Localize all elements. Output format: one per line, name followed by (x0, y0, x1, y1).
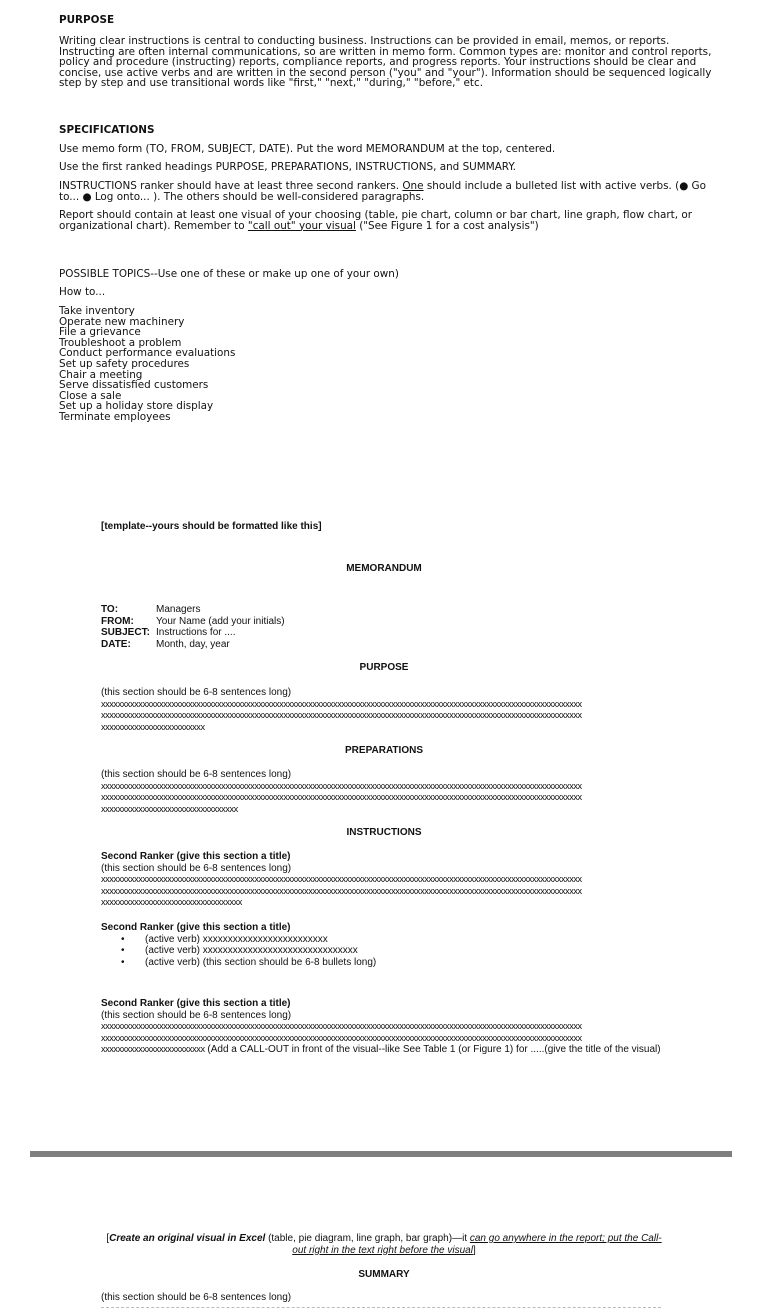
second-ranker-title: Second Ranker (give this section a title) (101, 998, 291, 1009)
page-divider (30, 1151, 732, 1157)
visual-instruction: [Create an original visual in Excel (table, pie diagram, line graph, bar graph)—it can go anywhere in the report; put the Call-out right in the text right before the visual] (106, 1233, 662, 1256)
placeholder-text: xxxxxxxxxxxxxxxxxxxxxxxxxxxxxxxxxx (101, 897, 242, 907)
placeholder-text: xxxxxxxxxxxxxxxxxxxxxxxxxxxxxxxxxxxxxxxxxxxxxxxxxxxxxxxxxxxxxxxxxxxxxxxxxxxxxxxxxxxxxxxxxxxxxxxxxxxxxxxxxxxxxxxxxxxx (101, 874, 582, 884)
list-item: • (active verb) (this section should be 6-8 bullets long) (101, 957, 667, 969)
placeholder-text: xxxxxxxxxxxxxxxxxxxxxxxxxxxxxxxxxxxxxxxxxxxxxxxxxxxxxxxxxxxxxxxxxxxxxxxxxxxxxxxxxxxxxxxxxxxxxxxxxxxxxxxxxxxxxxxxxxxx (101, 792, 582, 802)
list-item: File a grievance (59, 326, 141, 339)
spec-instructions: INSTRUCTIONS ranker should have at least three second rankers. One should include a bulleted list with active verbs. (● Go to... ● Log onto... ). The others should be well-considered paragraphs. (59, 180, 706, 203)
callout-paragraph: xxxxxxxxxxxxxxxxxxxxxxxxx (Add a CALL-OUT in front of the visual--like See Table 1 (or Figure 1) for .....(give the title of the visual) (101, 1044, 661, 1055)
template-preparations-heading: PREPARATIONS (345, 745, 423, 756)
memo-subject-row: SUBJECT: Instructions for .... (101, 627, 236, 638)
spec-memo-form: Use memo form (TO, FROM, SUBJECT, DATE). Put the word MEMORANDUM at the top, centered. (59, 143, 556, 155)
placeholder-text: xxxxxxxxxxxxxxxxxxxxxxxxxxxxxxxxxxxxxxxxxxxxxxxxxxxxxxxxxxxxxxxxxxxxxxxxxxxxxxxxxxxxxxxxxxxxxxxxxxxxxxxxxxxxxxxxxxxx (101, 698, 582, 709)
second-ranker-title: Second Ranker (give this section a title) (101, 922, 291, 933)
length-note: (this section should be 6-8 sentences long) (101, 687, 292, 698)
second-ranker-1 (101, 851, 667, 909)
template-purpose-heading: PURPOSE (359, 662, 409, 673)
template-instructions-heading: INSTRUCTIONS (346, 827, 422, 838)
length-note: (this section should be 6-8 sentences long) (101, 1292, 292, 1303)
placeholder-text: xxxxxxxxxxxxxxxxxxxxxxxxxxxxxxxxx (101, 803, 238, 814)
how-to-label: How to... (59, 286, 106, 298)
spec-headings: Use the first ranked headings PURPOSE, PREPARATIONS, INSTRUCTIONS, and SUMMARY. (59, 161, 516, 173)
length-note: (this section should be 6-8 sentences long) (101, 769, 292, 780)
second-ranker-title: Second Ranker (give this section a title) (101, 851, 291, 862)
purpose-paragraph: Writing clear instructions is central to conducting business. Instructions can be provided in email, memos, or reports. Instructing are often internal communications, so are written in memo form. Common types are: monitor and control reports, policy and procedure (instructing) reports, compliance reports, and progress reports. Your instructions should be clear and concise, use active verbs and are written in the second person ("you" and "your"). Information should be sequenced logically step by step and use transitional words like "first," "next," "during," "before," etc. (59, 35, 712, 90)
memo-from-row: FROM: Your Name (add your initials) (101, 615, 285, 627)
list-item: Close a sale (59, 389, 122, 402)
placeholder-text: xxxxxxxxxxxxxxxxxxxxxxxxxxxxxxxxxxxxxxxxxxxxxxxxxxxxxxxxxxxxxxxxxxxxxxxxxxxxxxxxxxxxxxxxxxxxxxxxxxxxxxxxxxxxxxxxxxxx (101, 885, 582, 896)
list-item: Conduct performance evaluations (59, 347, 236, 360)
specifications-heading: SPECIFICATIONS (59, 124, 155, 136)
second-ranker-2 (101, 922, 667, 968)
list-item: • (active verb) xxxxxxxxxxxxxxxxxxxxxxxxx (101, 934, 667, 946)
list-item: Serve dissatisfied customers (59, 379, 209, 392)
placeholder-text: xxxxxxxxxxxxxxxxxxxxxxxxx (101, 721, 205, 732)
memo-date-row: DATE: Month, day, year (101, 638, 230, 650)
list-item: Set up safety procedures (59, 357, 190, 370)
list-item: Operate new machinery (59, 315, 185, 328)
bullet-list (101, 934, 667, 969)
second-ranker-3 (101, 998, 667, 1056)
list-item: Take inventory (59, 305, 135, 317)
topics-list (59, 306, 719, 423)
list-item: Terminate employees (59, 410, 171, 423)
memo-to-row: TO: Managers (101, 604, 201, 615)
template-preparations-section (101, 769, 667, 815)
length-note: (this section should be 6-8 sentences long) (101, 1009, 292, 1021)
memo-title: MEMORANDUM (346, 563, 422, 574)
list-item: Set up a holiday store display (59, 400, 214, 413)
topics-heading: POSSIBLE TOPICS--Use one of these or make up one of your own) (59, 268, 399, 280)
placeholder-text: xxxxxxxxxxxxxxxxxxxxxxxxxxxxxxxxxxxxxxxxxxxxxxxxxxxxxxxxxxxxxxxxxxxxxxxxxxxxxxxxxxxxxxxxxxxxxxxxxxxxxxxxxxxxxxxxxxxx (101, 780, 582, 791)
summary-placeholder-line (101, 1307, 661, 1308)
template-purpose-section (101, 687, 667, 733)
purpose-heading: PURPOSE (59, 14, 115, 26)
template-note: [template--yours should be formatted like this] (101, 521, 322, 532)
list-item: Chair a meeting (59, 368, 143, 381)
list-item: Troubleshoot a problem (59, 336, 182, 349)
placeholder-text: xxxxxxxxxxxxxxxxxxxxxxxxxxxxxxxxxxxxxxxxxxxxxxxxxxxxxxxxxxxxxxxxxxxxxxxxxxxxxxxxxxxxxxxxxxxxxxxxxxxxxxxxxxxxxxxxxxxx (101, 1021, 582, 1031)
placeholder-text: xxxxxxxxxxxxxxxxxxxxxxxxxxxxxxxxxxxxxxxxxxxxxxxxxxxxxxxxxxxxxxxxxxxxxxxxxxxxxxxxxxxxxxxxxxxxxxxxxxxxxxxxxxxxxxxxxxxx (101, 710, 582, 720)
memo-header (101, 604, 667, 650)
template-summary-heading: SUMMARY (358, 1269, 410, 1280)
placeholder-text: xxxxxxxxxxxxxxxxxxxxxxxxxxxxxxxxxxxxxxxxxxxxxxxxxxxxxxxxxxxxxxxxxxxxxxxxxxxxxxxxxxxxxxxxxxxxxxxxxxxxxxxxxxxxxxxxxxxx (101, 1032, 582, 1043)
template-summary-section (101, 1292, 667, 1304)
spec-visual: Report should contain at least one visual of your choosing (table, pie chart, column or bar chart, line graph, flow chart, or organizational chart). Remember to "call out" your visual ("See Figure 1 for a cost analysis") (59, 209, 692, 232)
list-item: • (active verb) xxxxxxxxxxxxxxxxxxxxxxxxxxxxxxx (101, 945, 667, 957)
length-note: (this section should be 6-8 sentences long) (101, 862, 292, 874)
